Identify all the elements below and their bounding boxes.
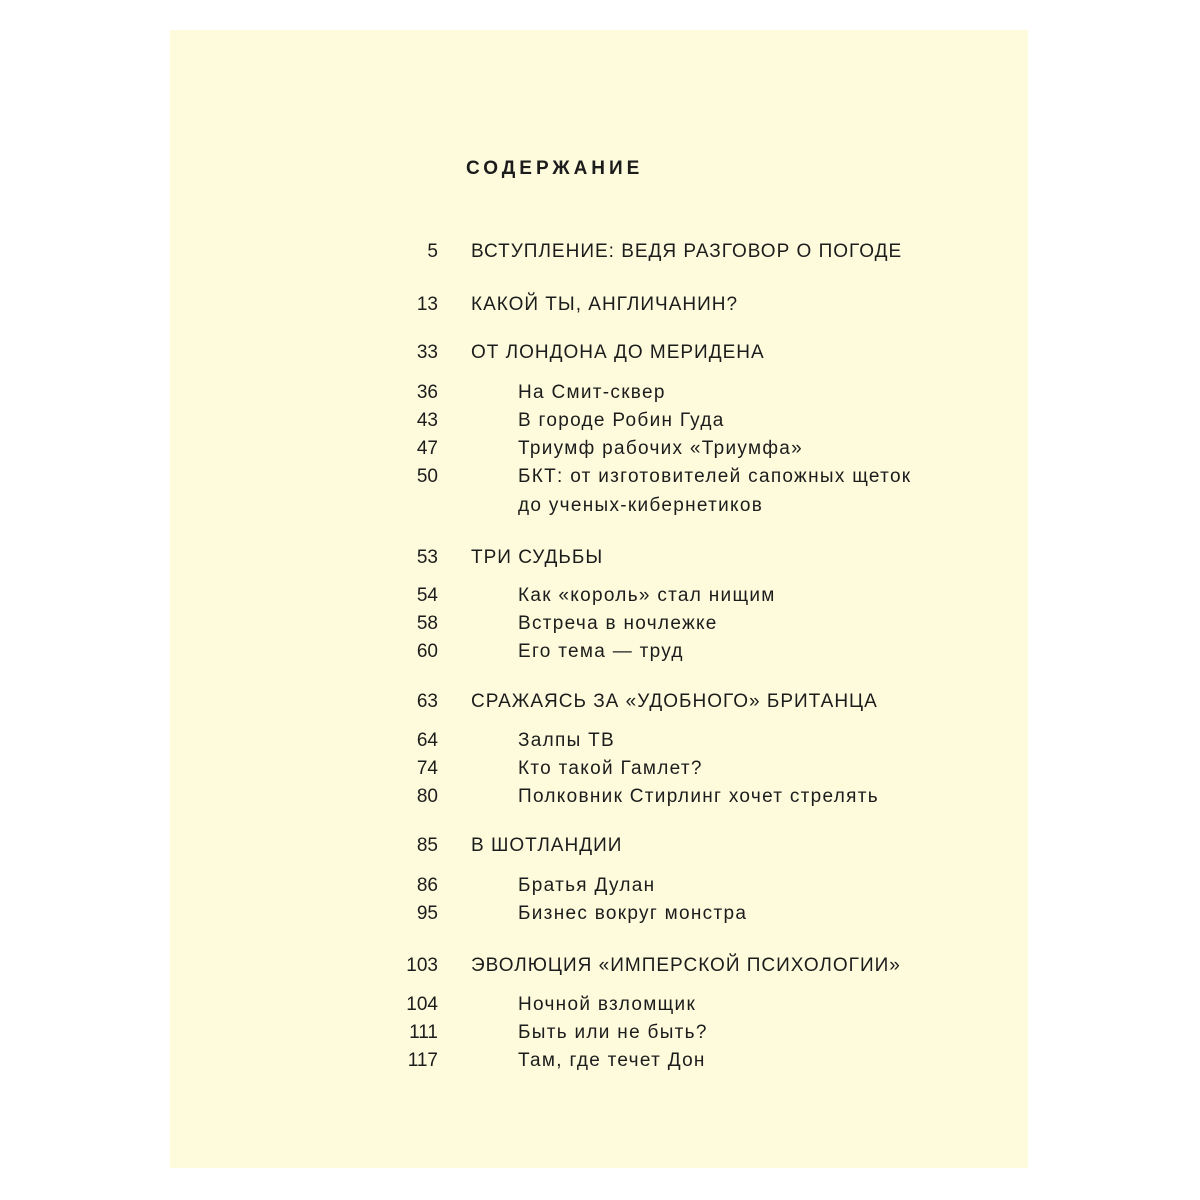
- toc-entry-title: Там, где течет Дон: [518, 1050, 706, 1071]
- toc-entry-title: Его тема — труд: [518, 641, 684, 662]
- toc-entry-title: Полковник Стирлинг хочет стрелять: [518, 786, 879, 807]
- toc-page-number: 103: [406, 955, 438, 976]
- toc-chapter-entry: [170, 337, 1028, 369]
- toc-page-number: 50: [416, 466, 438, 487]
- toc-page-number: 117: [407, 1050, 438, 1071]
- toc-page-number: 74: [416, 758, 438, 779]
- toc-entry-title: Быть или не быть?: [518, 1022, 708, 1043]
- toc-entry-title: Как «король» стал нищим: [518, 585, 776, 606]
- toc-entry-title: до ученых-кибернетиков: [518, 495, 764, 516]
- toc-chapter-entry: [170, 950, 1028, 982]
- toc-entry-title: Встреча в ночлежке: [518, 613, 718, 634]
- toc-page-number: 63: [416, 691, 438, 712]
- toc-entry-title: Братья Дулан: [518, 875, 656, 896]
- toc-page-number: 86: [416, 875, 438, 896]
- toc-page-number: 47: [416, 438, 438, 459]
- toc-section-entry: [170, 898, 1028, 930]
- toc-page-number: 54: [416, 585, 438, 606]
- toc-page-number: 104: [406, 994, 438, 1015]
- document-page: [170, 30, 1028, 1168]
- toc-section-entry: [170, 781, 1028, 813]
- toc-page-number: 64: [416, 730, 438, 751]
- toc-chapter-entry: [170, 830, 1028, 862]
- toc-page-number: 33: [416, 342, 438, 363]
- toc-entry-title: ОТ ЛОНДОНА ДО МЕРИДЕНА: [471, 342, 765, 363]
- page-title: СОДЕРЖАНИЕ: [466, 158, 644, 179]
- toc-entry-continuation: [170, 490, 1028, 522]
- toc-page-number: 5: [427, 241, 438, 262]
- toc-section-entry: [170, 1045, 1028, 1077]
- toc-chapter-entry: [170, 289, 1028, 321]
- toc-entry-title: В городе Робин Гуда: [518, 410, 725, 431]
- toc-page-number: 95: [416, 903, 438, 924]
- toc-page-number: 58: [416, 613, 438, 634]
- toc-chapter-entry: [170, 542, 1028, 574]
- toc-entry-title: БКТ: от изготовителей сапожных щеток: [518, 466, 912, 487]
- toc-page-number: 111: [409, 1022, 438, 1043]
- toc-entry-title: ВСТУПЛЕНИЕ: ВЕДЯ РАЗГОВОР О ПОГОДЕ: [471, 241, 903, 262]
- toc-page-number: 13: [416, 294, 438, 315]
- toc-entry-title: КАКОЙ ТЫ, АНГЛИЧАНИН?: [471, 294, 739, 315]
- toc-chapter-entry: [170, 236, 1028, 268]
- toc-page-number: 80: [416, 786, 438, 807]
- toc-entry-title: Залпы ТВ: [518, 730, 616, 751]
- toc-entry-title: СРАЖАЯСЬ ЗА «УДОБНОГО» БРИТАНЦА: [471, 691, 878, 712]
- toc-entry-title: Бизнес вокруг монстра: [518, 903, 748, 924]
- toc-entry-title: ЭВОЛЮЦИЯ «ИМПЕРСКОЙ ПСИХОЛОГИИ»: [471, 955, 901, 976]
- toc-entry-title: Ночной взломщик: [518, 994, 697, 1015]
- toc-chapter-entry: [170, 686, 1028, 718]
- toc-section-entry: [170, 636, 1028, 668]
- table-of-contents: [170, 30, 1028, 1168]
- toc-page-number: 43: [416, 410, 438, 431]
- toc-entry-title: Кто такой Гамлет?: [518, 758, 703, 779]
- toc-entry-title: ТРИ СУДЬБЫ: [471, 547, 604, 568]
- toc-page-number: 36: [416, 382, 438, 403]
- toc-entry-title: В ШОТЛАНДИИ: [471, 835, 623, 856]
- toc-entry-title: На Смит-сквер: [518, 382, 666, 403]
- toc-section-entry: [170, 461, 1028, 493]
- toc-page-number: 85: [416, 835, 438, 856]
- toc-page-number: 60: [416, 641, 438, 662]
- toc-page-number: 53: [416, 547, 438, 568]
- toc-entry-title: Триумф рабочих «Триумфа»: [518, 438, 804, 459]
